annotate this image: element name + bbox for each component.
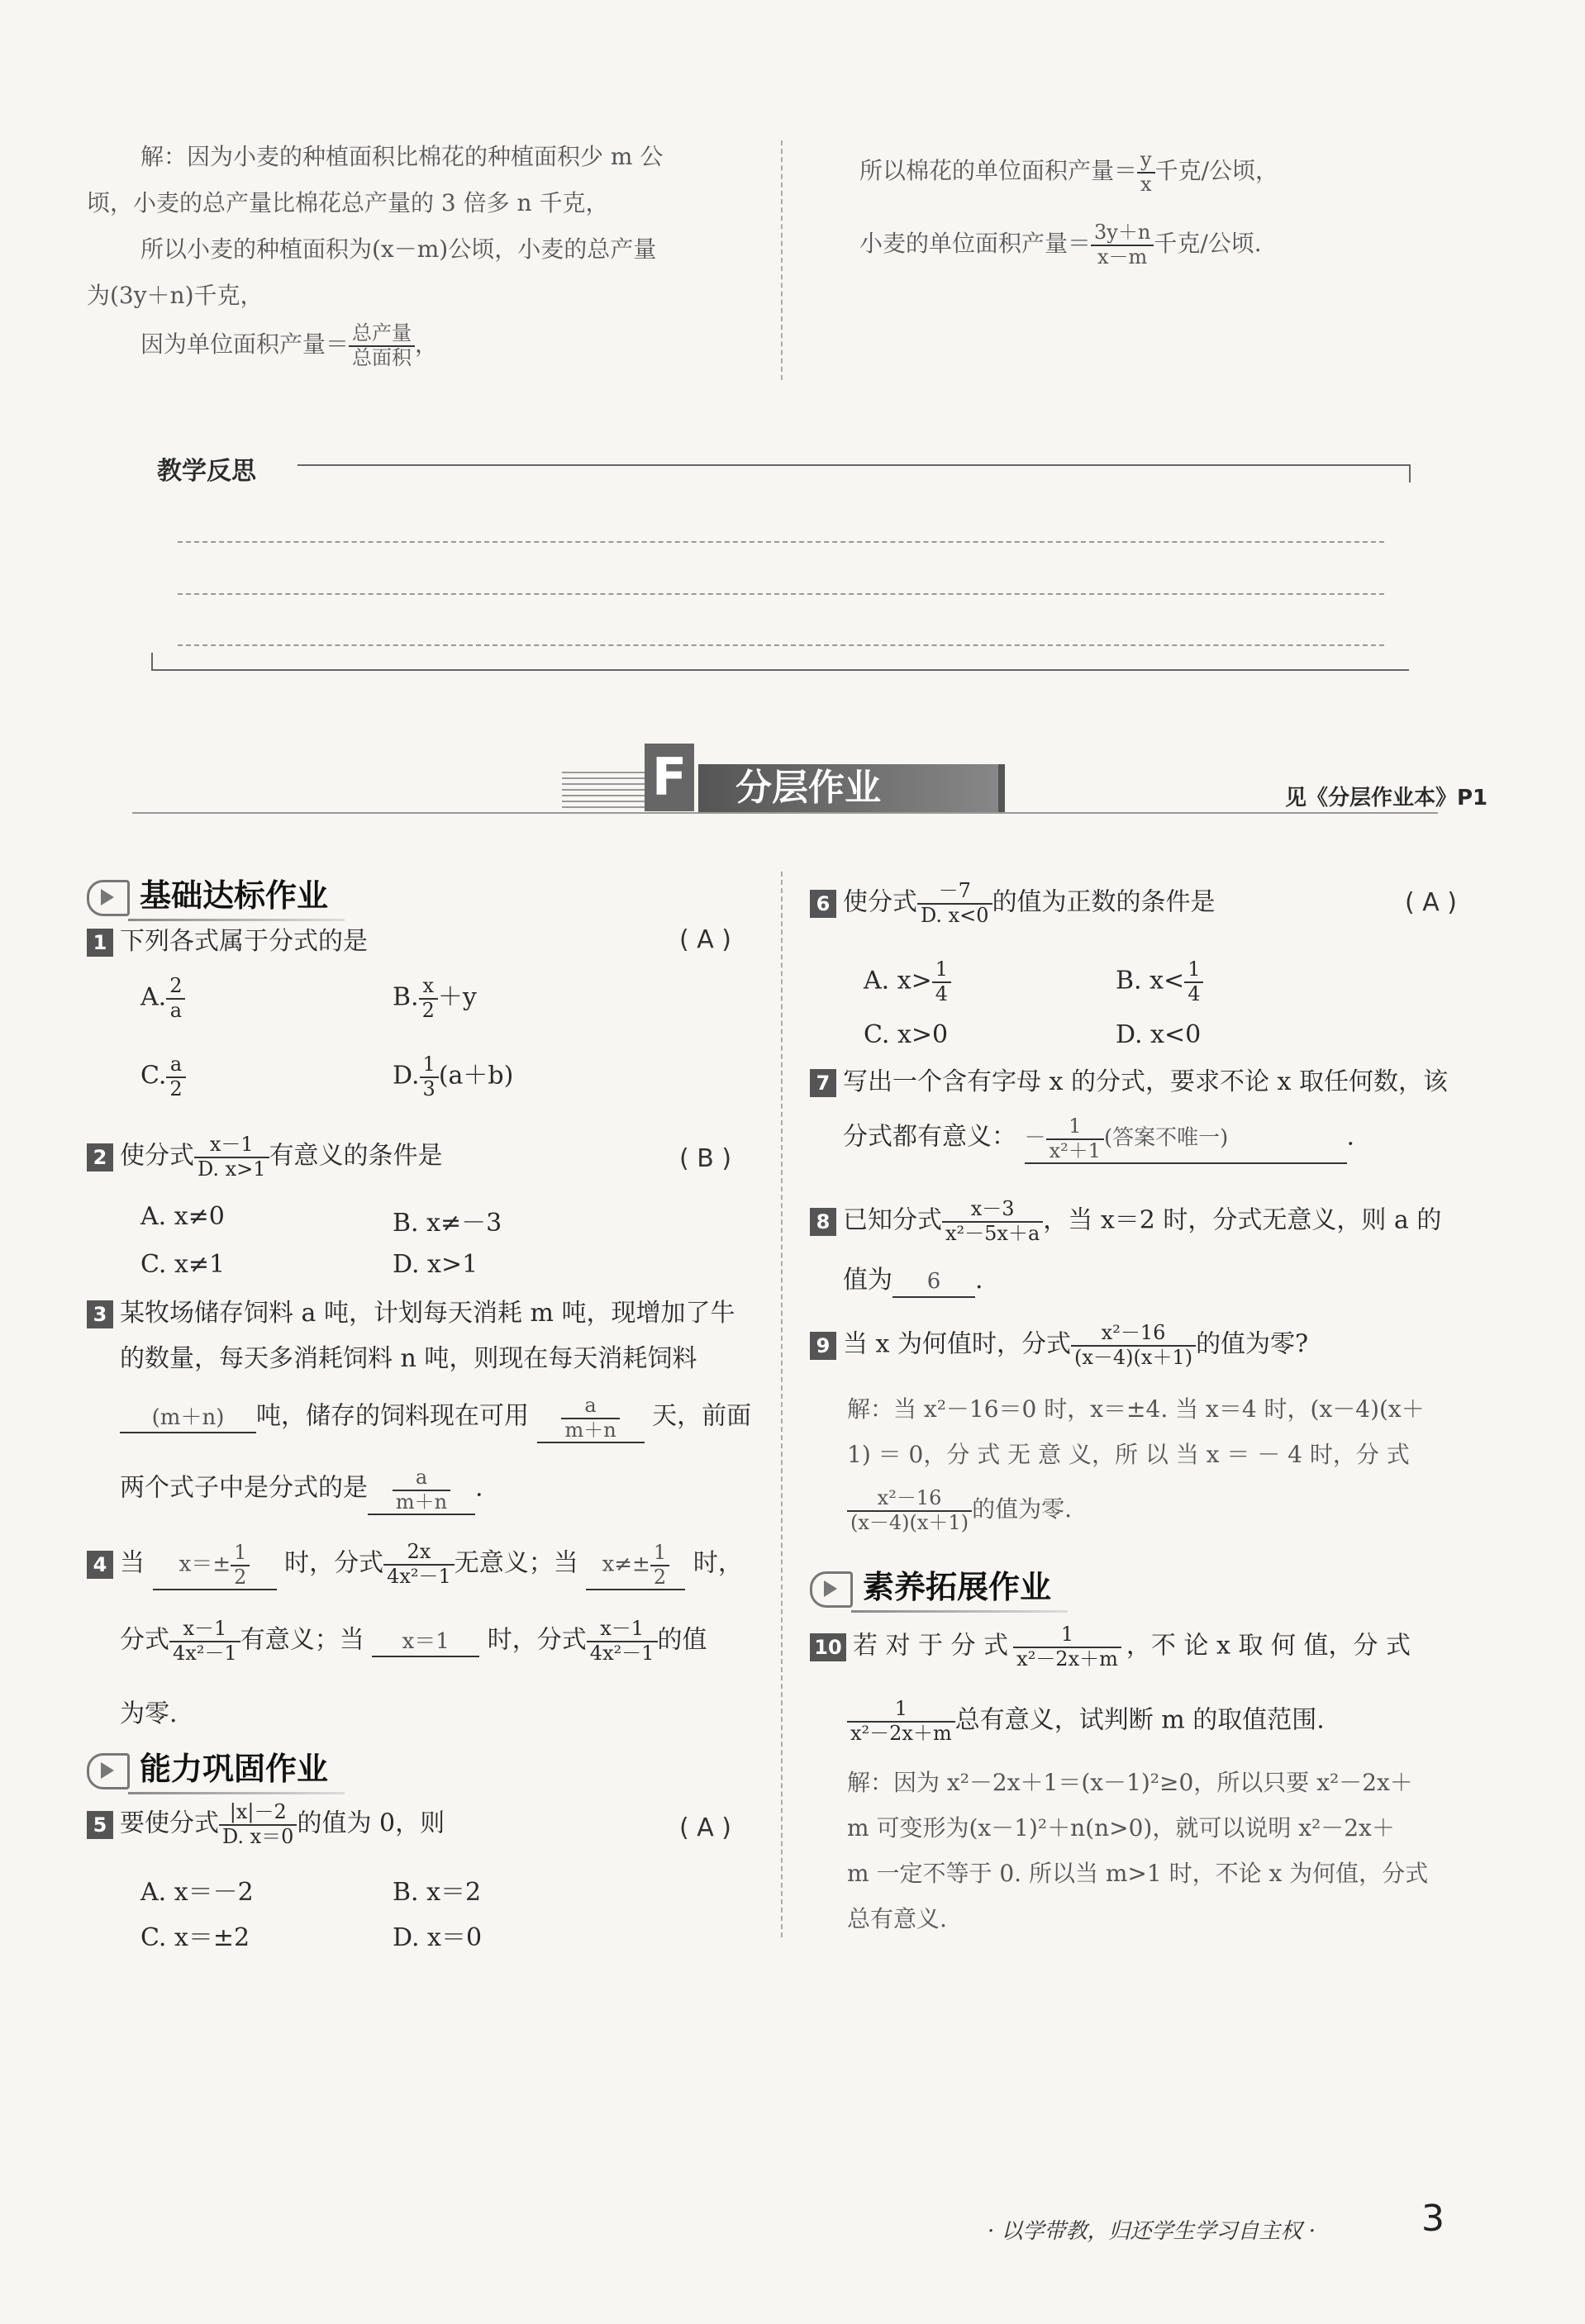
q10-solution-line-2: m 可变形为(x－1)²＋n(n>0)，就可以说明 x²－2x＋ — [847, 1814, 1395, 1842]
section-basic: 基础达标作业 — [87, 870, 328, 916]
q1-option-a[interactable]: A. $\frac{2}{a}$ — [140, 975, 185, 1022]
top-column-divider — [781, 140, 783, 380]
question-3-line-2: 的数量，每天多消耗饲料 n 吨，则现在每天消耗饲料 — [120, 1344, 697, 1373]
q9-solution-line-2: 1) ＝ 0，分 式 无 意 义，所 以 当 x ＝ － 4 时，分 式 — [847, 1441, 1410, 1468]
q6-option-c[interactable]: C. x>0 — [864, 1020, 949, 1049]
column-divider — [781, 872, 783, 1937]
banner-end-bar — [998, 764, 1005, 812]
q9-solution-line-3: $\frac{\text{x²－16}}{(x-4)(x+1)}$ 的值为零. — [847, 1487, 1072, 1534]
question-7-line-1: 7 写出一个含有字母 x 的分式，要求不论 x 取任何数，该 — [810, 1066, 1448, 1098]
top-solution-right-1: 所以棉花的单位面积产量＝ $\frac{y}{x}$ 千克/公顷， — [859, 148, 1279, 196]
q5-option-c[interactable]: C. x＝±2 — [140, 1923, 250, 1952]
q2-answer: ( B ) — [679, 1144, 732, 1173]
arrow-icon — [87, 880, 130, 916]
q6-answer: ( A ) — [1405, 888, 1458, 917]
reflection-line-2[interactable] — [178, 593, 1384, 595]
question-6: 6 使分式 $\frac{-7}{D. x<0}$ 的值为正数的条件是 — [810, 880, 1216, 927]
q10-solution-line-1: 解：因为 x²－2x＋1＝(x－1)²≥0，所以只要 x²－2x＋ — [847, 1769, 1413, 1796]
top-solution-line-5: 因为单位面积产量＝ 总产量 总面积 ， — [140, 321, 439, 369]
arrow-icon — [810, 1571, 853, 1608]
question-3-line-3: (m＋n) 吨，储存的饲料现在可用 $\frac{a}{m+n}$ 天，前面 — [120, 1395, 751, 1443]
question-4-line-2: 分式 $\frac{x-1}{\text{4x²－1}}$ 有意义；当 x＝1 时，分式 $\frac{x-1}{\text{4x²－1}}$ 的值 — [120, 1617, 707, 1665]
top-solution-line-2: 顷，小麦的总产量比棉花总产量的 3 倍多 n 千克， — [87, 189, 609, 216]
question-1: 1 下列各式属于分式的是 — [87, 925, 368, 958]
q6-option-b[interactable]: B. x< $\frac{1}{4}$ — [1116, 958, 1203, 1005]
q9-solution-line-1: 解：当 x²－16＝0 时，x＝±4. 当 x＝4 时，(x－4)(x＋ — [847, 1395, 1425, 1423]
q5-option-a[interactable]: A. x＝－2 — [140, 1878, 254, 1907]
reflection-top-rule — [297, 464, 1409, 466]
question-10-line-2: $\frac{1}{\text{x²－2x＋m}}$ 总有意义，试判断 m 的取值范围. — [847, 1698, 1325, 1745]
banner-stripes — [562, 768, 645, 814]
q1-answer: ( A ) — [679, 925, 732, 954]
q6-option-a[interactable]: A. x> $\frac{1}{4}$ — [864, 958, 951, 1005]
q1-option-b[interactable]: B. $\frac{x}{2}$ ＋y — [393, 974, 477, 1022]
question-4-line-1: 4 当 x＝± $\frac{1}{2}$ 时，分式 $\frac{2x}{\text{4x²－1}}$ 无意义；当 x≠± $\frac{1}{2}$ 时， — [87, 1541, 743, 1590]
question-10-line-1: 10 若 对 于 分 式 $\frac{1}{\text{x²－2x＋m}}$ ，不 论 x 取 何 值，分 式 — [810, 1623, 1411, 1671]
reflection-bottom-rule — [151, 669, 1409, 671]
q4-blank-1[interactable]: x＝± $\frac{1}{2}$ — [153, 1542, 277, 1590]
question-8-line-1: 8 已知分式 $\frac{x-3}{\text{x²－5x＋a}}$ ，当 x＝2 时，分式无意义，则 a 的 — [810, 1198, 1441, 1245]
q10-solution-line-3: m 一定不等于 0. 所以当 m>1 时，不论 x 为何值，分式 — [847, 1860, 1429, 1887]
banner-ref-link[interactable]: 见《分层作业本》P1 — [1285, 786, 1488, 810]
q1-option-d[interactable]: D. $\frac{1}{3}$ (a＋b) — [393, 1053, 514, 1100]
q8-blank[interactable]: 6 — [892, 1268, 975, 1298]
banner-title: 分层作业 — [698, 764, 1004, 812]
q6-option-d[interactable]: D. x<0 — [1116, 1020, 1202, 1049]
question-8-line-2: 值为 6 . — [843, 1264, 983, 1298]
question-4-line-3: 为零. — [120, 1699, 178, 1728]
reflection-corner-left — [151, 653, 153, 669]
section-extend: 素养拓展作业 — [810, 1561, 1051, 1608]
reflection-line-3[interactable] — [178, 644, 1384, 646]
top-solution-line-4: 为(3y＋n)千克， — [87, 282, 264, 309]
section-ability: 能力巩固作业 — [87, 1743, 328, 1789]
reflection-line-1[interactable] — [178, 541, 1384, 543]
q4-blank-3[interactable]: x＝1 — [372, 1628, 479, 1658]
question-3-line-4: 两个式子中是分式的是 $\frac{a}{m+n}$ . — [120, 1466, 483, 1515]
q2-option-a[interactable]: A. x≠0 — [140, 1202, 225, 1231]
q7-blank[interactable]: － $\frac{1}{\text{x²＋1}}$ (答案不唯一) — [1025, 1115, 1347, 1164]
q2-option-c[interactable]: C. x≠1 — [140, 1250, 226, 1279]
banner-line — [132, 812, 1438, 814]
top-solution-line-3: 所以小麦的种植面积为(x－m)公顷，小麦的总产量 — [140, 235, 657, 263]
q5-option-d[interactable]: D. x＝0 — [393, 1923, 483, 1952]
page-number: 3 — [1421, 2198, 1445, 2240]
q1-option-c[interactable]: C. $\frac{a}{2}$ — [140, 1053, 186, 1100]
question-7-line-2: 分式都有意义： － $\frac{1}{\text{x²＋1}}$ (答案不唯一) . — [843, 1115, 1354, 1164]
q5-answer: ( A ) — [679, 1813, 732, 1842]
question-2: 2 使分式 $\frac{x-1}{D. x>1}$ 有意义的条件是 — [87, 1133, 443, 1181]
top-solution-right-2: 小麦的单位面积产量＝ $\frac{3y+n}{x-m}$ 千克/公顷. — [859, 221, 1262, 269]
question-5: 5 要使分式 $\frac{|x|-2}{D. x=0}$ 的值为 0，则 — [87, 1801, 445, 1848]
q2-option-d[interactable]: D. x>1 — [393, 1250, 478, 1279]
question-3-line-1: 3 某牧场储存饲料 a 吨，计划每天消耗 m 吨，现增加了牛 — [87, 1297, 735, 1329]
q3-blank-1[interactable]: (m＋n) — [120, 1404, 256, 1434]
q3-blank-2[interactable]: $\frac{a}{m+n}$ — [537, 1395, 645, 1443]
banner-logo-icon: F — [645, 744, 694, 811]
q2-option-b[interactable]: B. x≠－3 — [393, 1209, 502, 1238]
q4-blank-2[interactable]: x≠± $\frac{1}{2}$ — [586, 1542, 685, 1590]
q3-blank-3[interactable]: $\frac{a}{m+n}$ — [368, 1466, 475, 1515]
q10-solution-line-4: 总有意义. — [847, 1905, 947, 1932]
arrow-icon — [87, 1753, 130, 1789]
q5-option-b[interactable]: B. x＝2 — [393, 1878, 482, 1907]
footer-motto: · 以学带教，归还学生学习自主权 · — [988, 2219, 1316, 2244]
question-9: 9 当 x 为何值时，分式 $\frac{\text{x²－16}}{(x-4)(x+1)}$ 的值为零? — [810, 1322, 1308, 1369]
reflection-title: 教学反思 — [157, 457, 256, 486]
top-solution-line-1: 解：因为小麦的种植面积比棉花的种植面积少 m 公 — [140, 143, 664, 170]
reflection-corner-right — [1409, 464, 1411, 482]
